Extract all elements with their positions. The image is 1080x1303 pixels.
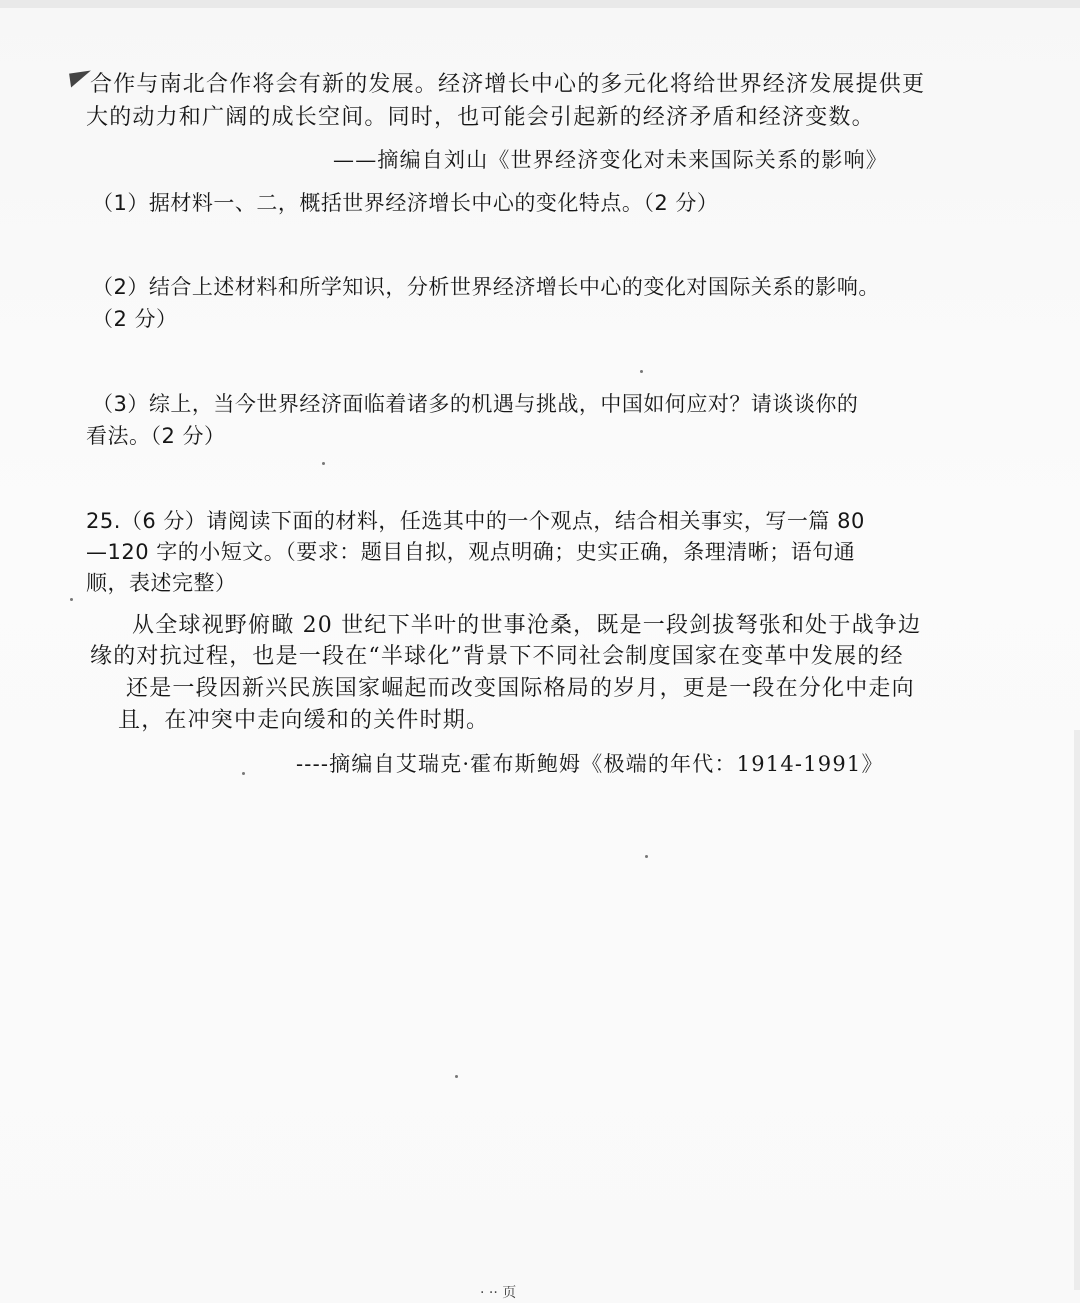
passage-source: ----摘编自艾瑞克·霍布斯鲍姆《极端的年代：1914-1991》 — [296, 752, 884, 776]
question-3-line-1: （3）综上，当今世界经济面临着诸多的机遇与挑战，中国如何应对？请谈谈你的 — [92, 392, 859, 416]
scan-speck — [640, 370, 643, 373]
question-3-line-2: 看法。（2 分） — [86, 424, 226, 448]
question-2-line-2: （2 分） — [92, 307, 178, 331]
scan-speck — [242, 772, 245, 775]
scan-right-edge — [1074, 730, 1080, 1290]
question-25-line-3: 顺，表述完整） — [86, 571, 237, 595]
scan-speck — [645, 855, 648, 858]
passage-line-4: 且，在冲突中走向缓和的关件时期。 — [118, 708, 490, 733]
question-2-line-1: （2）结合上述材料和所学知识，分析世界经济增长中心的变化对国际关系的影响。 — [92, 275, 880, 299]
scan-top-edge — [0, 0, 1080, 8]
passage-line-2: 缘的对抗过程，也是一段在“半球化”背景下不同社会制度国家在变革中发展的经 — [90, 644, 904, 669]
question-25-line-1: 25.（6 分）请阅读下面的材料，任选其中的一个观点，结合相关事实，写一篇 80 — [86, 509, 865, 533]
scan-speck — [70, 598, 73, 601]
scan-speck — [455, 1075, 458, 1078]
page-footer: · ·· 页 — [480, 1285, 517, 1301]
question-25-line-2: —120 字的小短文。（要求：题目自拟，观点明确；史实正确，条理清晰；语句通 — [86, 540, 856, 564]
passage-line-1: 从全球视野俯瞰 20 世纪下半叶的世事沧桑，既是一段剑拔弩张和处于战争边 — [132, 613, 922, 638]
material-line-2: 大的动力和广阔的成长空间。同时，也可能会引起新的经济矛盾和经济变数。 — [86, 105, 875, 130]
passage-line-3: 还是一段因新兴民族国家崛起而改变国际格局的岁月，更是一段在分化中走向 — [126, 676, 915, 701]
material-line-1: 合作与南北合作将会有新的发展。经济增长中心的多元化将给世界经济发展提供更 — [90, 72, 926, 97]
question-1: （1）据材料一、二，概括世界经济增长中心的变化特点。（2 分） — [92, 191, 719, 215]
scan-speck — [322, 462, 325, 465]
material-source: ——摘编自刘山《世界经济变化对未来国际关系的影响》 — [333, 148, 888, 172]
